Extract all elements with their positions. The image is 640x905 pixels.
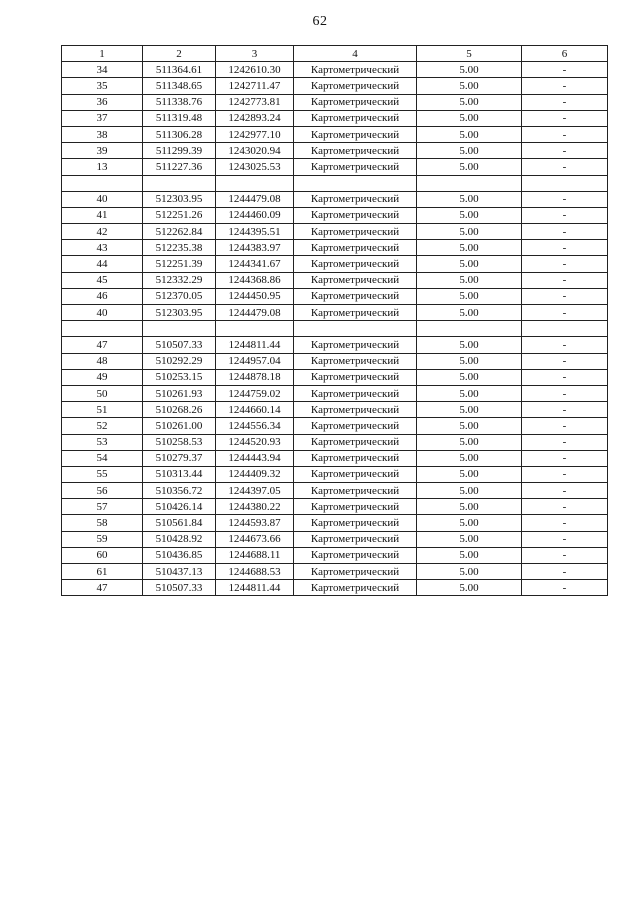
- cell-accuracy: 5.00: [417, 207, 522, 223]
- cell-note: -: [522, 110, 608, 126]
- cell-point-number: [62, 175, 143, 191]
- cell-method: Картометрический: [294, 466, 417, 482]
- cell-accuracy: 5.00: [417, 369, 522, 385]
- cell-point-number: 34: [62, 62, 143, 78]
- cell-x: 512332.29: [143, 272, 216, 288]
- table-row: [62, 78, 608, 94]
- cell-y: [216, 175, 294, 191]
- cell-x: 510507.33: [143, 337, 216, 353]
- cell-y: 1244660.14: [216, 402, 294, 418]
- cell-note: -: [522, 531, 608, 547]
- cell-point-number: 49: [62, 369, 143, 385]
- cell-y: 1244957.04: [216, 353, 294, 369]
- cell-x: 510261.93: [143, 385, 216, 401]
- cell-note: -: [522, 418, 608, 434]
- cell-note: -: [522, 564, 608, 580]
- cell-note: -: [522, 256, 608, 272]
- cell-accuracy: 5.00: [417, 305, 522, 321]
- cell-accuracy: 5.00: [417, 143, 522, 159]
- table-row: [62, 240, 608, 256]
- cell-y: 1244593.87: [216, 515, 294, 531]
- cell-note: -: [522, 191, 608, 207]
- cell-x: [143, 321, 216, 337]
- cell-point-number: 51: [62, 402, 143, 418]
- cell-x: 510253.15: [143, 369, 216, 385]
- table-row: [62, 175, 608, 191]
- cell-y: 1242977.10: [216, 126, 294, 142]
- cell-x: 511306.28: [143, 126, 216, 142]
- cell-method: Картометрический: [294, 94, 417, 110]
- cell-note: [522, 321, 608, 337]
- cell-point-number: 45: [62, 272, 143, 288]
- cell-method: Картометрический: [294, 110, 417, 126]
- cell-method: Картометрический: [294, 385, 417, 401]
- cell-note: -: [522, 580, 608, 596]
- table-row: [62, 547, 608, 563]
- table-row: [62, 353, 608, 369]
- cell-x: 510436.85: [143, 547, 216, 563]
- cell-note: -: [522, 207, 608, 223]
- cell-accuracy: 5.00: [417, 353, 522, 369]
- cell-note: -: [522, 62, 608, 78]
- cell-point-number: 46: [62, 288, 143, 304]
- table-row: [62, 402, 608, 418]
- cell-point-number: 38: [62, 126, 143, 142]
- table-row: [62, 385, 608, 401]
- cell-method: Картометрический: [294, 240, 417, 256]
- cell-accuracy: 5.00: [417, 483, 522, 499]
- cell-method: Картометрический: [294, 564, 417, 580]
- cell-y: 1242711.47: [216, 78, 294, 94]
- cell-point-number: 50: [62, 385, 143, 401]
- cell-note: -: [522, 288, 608, 304]
- cell-y: 1244380.22: [216, 499, 294, 515]
- cell-x: 510426.14: [143, 499, 216, 515]
- coordinates-table: [61, 45, 608, 596]
- cell-method: Картометрический: [294, 434, 417, 450]
- cell-method: [294, 175, 417, 191]
- cell-point-number: 43: [62, 240, 143, 256]
- cell-point-number: 40: [62, 305, 143, 321]
- cell-y: 1244450.95: [216, 288, 294, 304]
- cell-x: 512235.38: [143, 240, 216, 256]
- cell-point-number: 42: [62, 224, 143, 240]
- cell-x: 512251.39: [143, 256, 216, 272]
- cell-method: Картометрический: [294, 483, 417, 499]
- cell-accuracy: [417, 321, 522, 337]
- cell-accuracy: 5.00: [417, 62, 522, 78]
- cell-x: 511338.76: [143, 94, 216, 110]
- cell-point-number: 57: [62, 499, 143, 515]
- cell-y: 1243025.53: [216, 159, 294, 175]
- cell-note: -: [522, 240, 608, 256]
- cell-note: -: [522, 483, 608, 499]
- cell-x: 512303.95: [143, 305, 216, 321]
- cell-y: 1244409.32: [216, 466, 294, 482]
- cell-y: 1244460.09: [216, 207, 294, 223]
- cell-y: 1244341.67: [216, 256, 294, 272]
- table-row: [62, 288, 608, 304]
- cell-x: 512251.26: [143, 207, 216, 223]
- cell-point-number: 41: [62, 207, 143, 223]
- header-row: [62, 46, 608, 62]
- table-row: [62, 564, 608, 580]
- header-cell-y: 3: [216, 46, 294, 62]
- cell-x: 511227.36: [143, 159, 216, 175]
- cell-accuracy: 5.00: [417, 94, 522, 110]
- cell-y: 1244759.02: [216, 385, 294, 401]
- table-row: [62, 207, 608, 223]
- cell-y: 1244520.93: [216, 434, 294, 450]
- cell-method: Картометрический: [294, 207, 417, 223]
- cell-method: Картометрический: [294, 288, 417, 304]
- cell-method: [294, 321, 417, 337]
- table-header: [62, 46, 608, 62]
- table-row: [62, 272, 608, 288]
- table-row: [62, 256, 608, 272]
- cell-accuracy: 5.00: [417, 385, 522, 401]
- cell-x: 510313.44: [143, 466, 216, 482]
- cell-accuracy: 5.00: [417, 402, 522, 418]
- cell-note: -: [522, 126, 608, 142]
- cell-y: 1242893.24: [216, 110, 294, 126]
- table-row: [62, 450, 608, 466]
- cell-point-number: 47: [62, 580, 143, 596]
- cell-y: 1244479.08: [216, 305, 294, 321]
- table-row: [62, 321, 608, 337]
- cell-method: Картометрический: [294, 191, 417, 207]
- cell-x: 512303.95: [143, 191, 216, 207]
- cell-method: Картометрический: [294, 515, 417, 531]
- cell-point-number: 39: [62, 143, 143, 159]
- table-row: [62, 466, 608, 482]
- cell-accuracy: 5.00: [417, 288, 522, 304]
- cell-accuracy: 5.00: [417, 337, 522, 353]
- cell-y: 1244395.51: [216, 224, 294, 240]
- cell-accuracy: 5.00: [417, 418, 522, 434]
- cell-point-number: 56: [62, 483, 143, 499]
- cell-y: 1244688.11: [216, 547, 294, 563]
- cell-x: 510437.13: [143, 564, 216, 580]
- cell-point-number: 54: [62, 450, 143, 466]
- cell-method: Картометрический: [294, 547, 417, 563]
- cell-accuracy: 5.00: [417, 580, 522, 596]
- cell-accuracy: 5.00: [417, 499, 522, 515]
- cell-method: Картометрический: [294, 402, 417, 418]
- cell-x: 510279.37: [143, 450, 216, 466]
- cell-method: Картометрический: [294, 126, 417, 142]
- cell-point-number: 61: [62, 564, 143, 580]
- table-row: [62, 515, 608, 531]
- cell-point-number: 36: [62, 94, 143, 110]
- cell-y: 1244556.34: [216, 418, 294, 434]
- cell-method: Картометрический: [294, 418, 417, 434]
- header-cell-accuracy: 5: [417, 46, 522, 62]
- cell-note: -: [522, 272, 608, 288]
- cell-x: 511364.61: [143, 62, 216, 78]
- cell-point-number: 48: [62, 353, 143, 369]
- table-row: [62, 337, 608, 353]
- cell-note: -: [522, 369, 608, 385]
- cell-method: Картометрический: [294, 78, 417, 94]
- cell-method: Картометрический: [294, 337, 417, 353]
- table-row: [62, 110, 608, 126]
- cell-note: -: [522, 385, 608, 401]
- cell-accuracy: 5.00: [417, 272, 522, 288]
- cell-y: 1244811.44: [216, 580, 294, 596]
- cell-accuracy: 5.00: [417, 191, 522, 207]
- cell-note: -: [522, 466, 608, 482]
- cell-accuracy: 5.00: [417, 434, 522, 450]
- cell-x: 510292.29: [143, 353, 216, 369]
- cell-x: 510258.53: [143, 434, 216, 450]
- cell-accuracy: 5.00: [417, 159, 522, 175]
- table-row: [62, 159, 608, 175]
- cell-method: Картометрический: [294, 159, 417, 175]
- cell-point-number: 60: [62, 547, 143, 563]
- cell-accuracy: 5.00: [417, 256, 522, 272]
- cell-accuracy: 5.00: [417, 531, 522, 547]
- cell-x: 511348.65: [143, 78, 216, 94]
- table-body: [62, 62, 608, 596]
- cell-x: 510561.84: [143, 515, 216, 531]
- cell-y: 1244479.08: [216, 191, 294, 207]
- table-row: [62, 143, 608, 159]
- cell-y: 1244383.97: [216, 240, 294, 256]
- cell-y: 1244368.86: [216, 272, 294, 288]
- cell-y: 1244673.66: [216, 531, 294, 547]
- table-row: [62, 483, 608, 499]
- cell-note: -: [522, 143, 608, 159]
- cell-accuracy: 5.00: [417, 564, 522, 580]
- table-row: [62, 126, 608, 142]
- cell-method: Картометрический: [294, 256, 417, 272]
- cell-x: 510261.00: [143, 418, 216, 434]
- cell-accuracy: 5.00: [417, 466, 522, 482]
- cell-method: Картометрический: [294, 369, 417, 385]
- cell-method: Картометрический: [294, 353, 417, 369]
- cell-point-number: 59: [62, 531, 143, 547]
- cell-note: -: [522, 353, 608, 369]
- cell-note: -: [522, 94, 608, 110]
- cell-x: 510356.72: [143, 483, 216, 499]
- cell-point-number: 47: [62, 337, 143, 353]
- table-row: [62, 499, 608, 515]
- cell-x: [143, 175, 216, 191]
- cell-point-number: [62, 321, 143, 337]
- cell-note: -: [522, 78, 608, 94]
- cell-note: -: [522, 450, 608, 466]
- cell-method: Картометрический: [294, 499, 417, 515]
- header-cell-note: 6: [522, 46, 608, 62]
- cell-y: [216, 321, 294, 337]
- cell-point-number: 44: [62, 256, 143, 272]
- cell-accuracy: 5.00: [417, 240, 522, 256]
- cell-y: 1244397.05: [216, 483, 294, 499]
- cell-point-number: 53: [62, 434, 143, 450]
- cell-note: -: [522, 337, 608, 353]
- cell-point-number: 13: [62, 159, 143, 175]
- table-row: [62, 191, 608, 207]
- cell-point-number: 55: [62, 466, 143, 482]
- table-row: [62, 580, 608, 596]
- cell-y: 1244688.53: [216, 564, 294, 580]
- cell-method: Картометрический: [294, 224, 417, 240]
- cell-x: 510268.26: [143, 402, 216, 418]
- cell-y: 1244443.94: [216, 450, 294, 466]
- table-row: [62, 305, 608, 321]
- cell-method: Картометрический: [294, 305, 417, 321]
- cell-y: 1244811.44: [216, 337, 294, 353]
- cell-x: 511299.39: [143, 143, 216, 159]
- cell-note: [522, 175, 608, 191]
- cell-x: 510428.92: [143, 531, 216, 547]
- cell-method: Картометрический: [294, 62, 417, 78]
- cell-point-number: 35: [62, 78, 143, 94]
- cell-method: Картометрический: [294, 450, 417, 466]
- page-number: 62: [312, 14, 328, 29]
- cell-point-number: 37: [62, 110, 143, 126]
- cell-y: 1242773.81: [216, 94, 294, 110]
- cell-x: 512262.84: [143, 224, 216, 240]
- cell-point-number: 40: [62, 191, 143, 207]
- cell-accuracy: 5.00: [417, 450, 522, 466]
- header-cell-x: 2: [143, 46, 216, 62]
- table-row: [62, 418, 608, 434]
- cell-method: Картометрический: [294, 580, 417, 596]
- cell-accuracy: 5.00: [417, 224, 522, 240]
- table-row: [62, 369, 608, 385]
- cell-point-number: 58: [62, 515, 143, 531]
- cell-note: -: [522, 159, 608, 175]
- cell-note: -: [522, 515, 608, 531]
- cell-accuracy: [417, 175, 522, 191]
- table-row: [62, 224, 608, 240]
- table-row: [62, 434, 608, 450]
- cell-point-number: 52: [62, 418, 143, 434]
- cell-note: -: [522, 499, 608, 515]
- header-cell-point-number: 1: [62, 46, 143, 62]
- cell-y: 1243020.94: [216, 143, 294, 159]
- cell-note: -: [522, 434, 608, 450]
- cell-x: 510507.33: [143, 580, 216, 596]
- cell-note: -: [522, 305, 608, 321]
- cell-y: 1242610.30: [216, 62, 294, 78]
- table-row: [62, 62, 608, 78]
- cell-accuracy: 5.00: [417, 547, 522, 563]
- cell-method: Картометрический: [294, 272, 417, 288]
- cell-accuracy: 5.00: [417, 126, 522, 142]
- header-cell-method: 4: [294, 46, 417, 62]
- cell-accuracy: 5.00: [417, 515, 522, 531]
- table-row: [62, 94, 608, 110]
- cell-method: Картометрический: [294, 531, 417, 547]
- table-row: [62, 531, 608, 547]
- cell-y: 1244878.18: [216, 369, 294, 385]
- cell-note: -: [522, 224, 608, 240]
- cell-note: -: [522, 402, 608, 418]
- cell-accuracy: 5.00: [417, 110, 522, 126]
- cell-note: -: [522, 547, 608, 563]
- cell-accuracy: 5.00: [417, 78, 522, 94]
- cell-method: Картометрический: [294, 143, 417, 159]
- cell-x: 512370.05: [143, 288, 216, 304]
- cell-x: 511319.48: [143, 110, 216, 126]
